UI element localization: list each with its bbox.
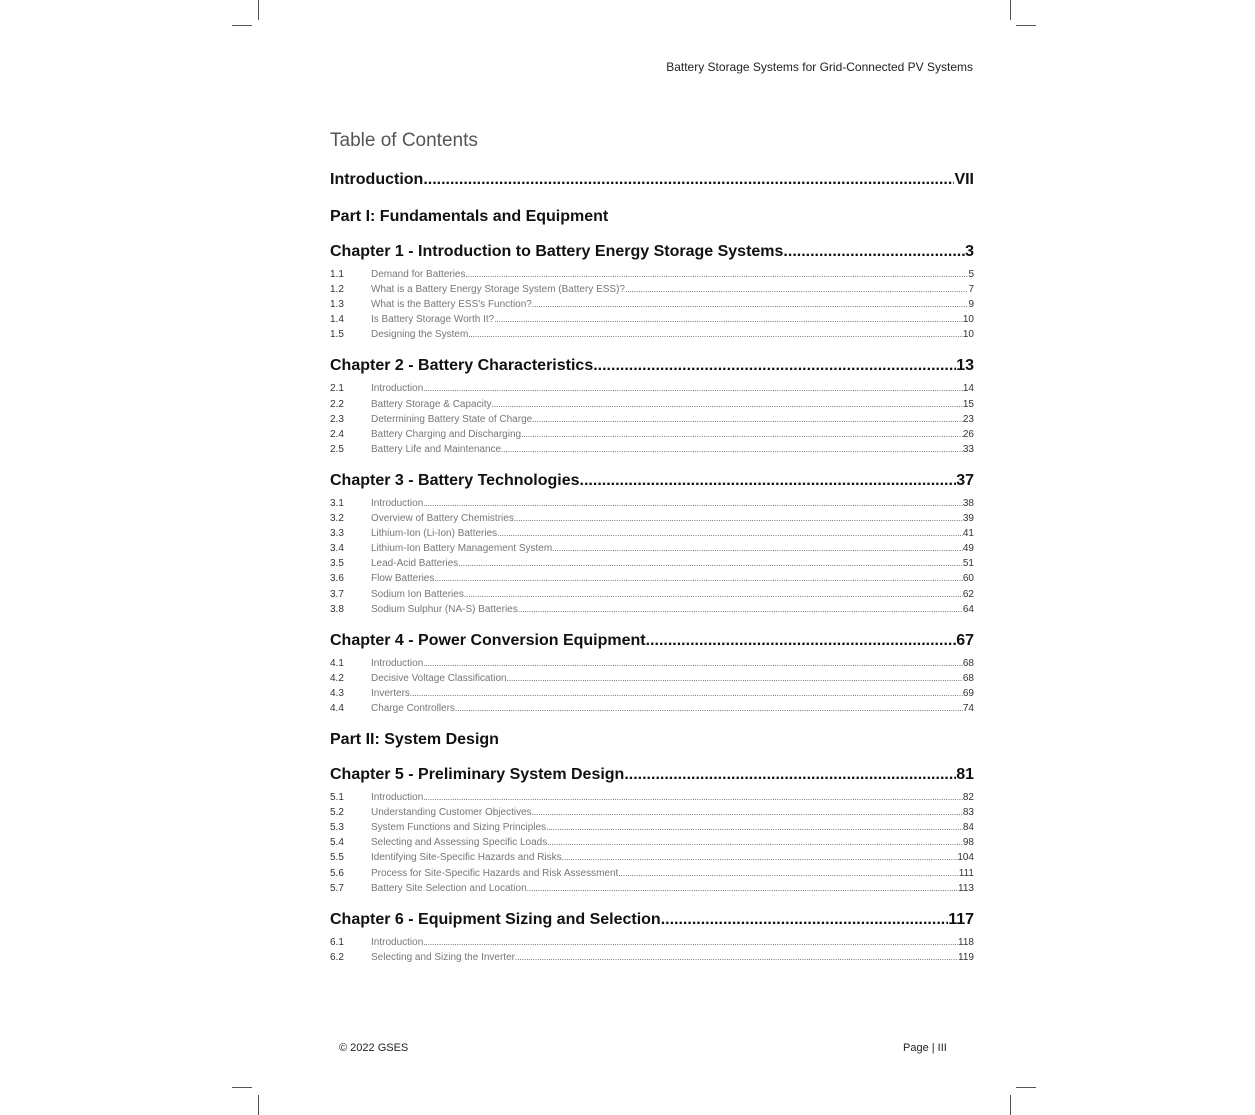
dot-leader	[466, 267, 969, 282]
dot-leader	[494, 312, 963, 327]
section-entry[interactable]	[330, 866, 974, 881]
running-header: Battery Storage Systems for Grid-Connected PV Systems	[666, 60, 973, 74]
section-title: Sodium Sulphur (NA-S) Batteries	[371, 603, 518, 615]
dot-leader	[514, 511, 963, 526]
section-entry[interactable]	[330, 541, 974, 556]
dot-leader	[423, 656, 963, 671]
section-number: 5.2	[330, 807, 344, 819]
section-entry[interactable]	[330, 267, 974, 282]
section-title: System Functions and Sizing Principles	[371, 822, 547, 834]
dot-leader	[497, 526, 963, 541]
section-title: Determining Battery State of Charge	[371, 413, 533, 425]
section-page: 5	[968, 269, 974, 280]
section-number: 4.4	[330, 702, 344, 714]
toc-chapter	[330, 909, 974, 965]
chapter-entry[interactable]	[330, 241, 974, 263]
section-title: Introduction	[371, 792, 424, 804]
section-page: 64	[962, 603, 974, 615]
section-entry[interactable]	[330, 881, 974, 896]
section-title: Sodium Ion Batteries	[371, 588, 464, 600]
dot-leader	[423, 935, 958, 950]
chapter-title: Chapter 1 - Introduction to Battery Energy Storage Systems	[330, 243, 784, 260]
section-page: 83	[962, 807, 974, 819]
part-heading: Part I: Fundamentals and Equipment	[330, 208, 609, 225]
section-page: 62	[962, 588, 974, 600]
dot-leader	[492, 397, 963, 412]
crop-mark	[1010, 1095, 1011, 1115]
section-page: 10	[962, 314, 974, 326]
toc-intro-entry[interactable]	[330, 171, 974, 193]
section-entry[interactable]	[330, 587, 974, 602]
dot-leader	[532, 412, 963, 427]
section-entry[interactable]	[330, 511, 974, 526]
section-number: 5.3	[330, 822, 344, 834]
section-title: Lithium-Ion Battery Management System	[371, 543, 553, 555]
dot-leader	[532, 805, 963, 820]
section-title: Introduction	[371, 936, 424, 948]
chapter-page: 3	[965, 243, 974, 260]
section-list	[330, 267, 974, 342]
toc-chapter	[330, 470, 974, 617]
dot-leader	[423, 790, 963, 805]
section-page: 118	[958, 936, 974, 948]
footer-copyright: © 2022 GSES	[339, 1042, 409, 1054]
section-page: 98	[962, 837, 974, 849]
toc-chapter	[330, 355, 974, 456]
dot-leader	[624, 764, 956, 786]
section-title: Demand for Batteries	[371, 269, 466, 280]
crop-mark	[258, 1095, 259, 1115]
section-title: Battery Storage & Capacity	[371, 398, 492, 410]
dot-leader	[661, 909, 948, 931]
section-entry[interactable]	[330, 412, 974, 427]
section-number: 2.5	[330, 443, 344, 455]
section-page: 68	[962, 672, 974, 684]
dot-leader	[618, 866, 958, 881]
dot-leader	[518, 602, 963, 617]
dot-leader	[468, 327, 963, 342]
dot-leader	[547, 835, 963, 850]
dot-leader	[552, 541, 963, 556]
section-entry[interactable]	[330, 496, 974, 511]
section-entry[interactable]	[330, 656, 974, 671]
chapter-title: Chapter 4 - Power Conversion Equipment	[330, 631, 646, 649]
section-list	[330, 496, 974, 617]
section-list	[330, 790, 974, 896]
section-page: 60	[962, 573, 974, 585]
dot-leader	[501, 442, 963, 457]
section-number: 5.1	[330, 792, 344, 804]
dot-leader	[423, 171, 954, 189]
section-number: 2.2	[330, 398, 344, 410]
chapter-title: Chapter 5 - Preliminary System Design	[330, 766, 625, 784]
section-title: Introduction	[371, 657, 424, 669]
table-of-contents	[330, 171, 974, 965]
section-entry[interactable]	[330, 571, 974, 586]
section-title: Introduction	[371, 383, 424, 395]
dot-leader	[455, 701, 963, 716]
footer-page-number: Page | III	[903, 1042, 947, 1054]
dot-leader	[515, 950, 958, 965]
section-page: 10	[962, 329, 974, 341]
section-number: 3.6	[330, 573, 344, 585]
section-number: 1.4	[330, 314, 344, 326]
chapter-entry[interactable]	[330, 355, 974, 377]
chapter-entry[interactable]	[330, 764, 974, 786]
crop-mark	[1016, 1087, 1036, 1088]
section-page: 104	[957, 852, 974, 864]
section-number: 6.2	[330, 951, 344, 963]
section-page: 15	[962, 398, 974, 410]
crop-mark	[1010, 0, 1011, 20]
section-entry[interactable]	[330, 820, 974, 835]
section-page: 7	[968, 284, 974, 296]
section-title: Designing the System	[371, 329, 469, 341]
section-page: 69	[962, 687, 974, 699]
section-page: 33	[962, 443, 974, 455]
part-heading: Part II: System Design	[330, 731, 499, 749]
section-number: 5.4	[330, 837, 344, 849]
section-page: 82	[962, 792, 974, 804]
dot-leader	[434, 571, 963, 586]
toc-part	[330, 729, 974, 965]
section-number: 3.3	[330, 528, 344, 540]
section-page: 113	[958, 882, 974, 894]
section-number: 3.8	[330, 603, 344, 615]
dot-leader	[521, 427, 963, 442]
dot-leader	[546, 820, 963, 835]
section-entry[interactable]	[330, 805, 974, 820]
section-number: 2.1	[330, 383, 344, 395]
section-entry[interactable]	[330, 790, 974, 805]
page-title: Table of Contents	[330, 130, 478, 151]
dot-leader	[507, 671, 963, 686]
section-title: Battery Site Selection and Location	[371, 882, 527, 894]
section-entry[interactable]	[330, 427, 974, 442]
chapter-page: 13	[956, 357, 974, 375]
section-page: 38	[962, 497, 974, 509]
section-number: 4.1	[330, 657, 344, 669]
chapter-title: Chapter 2 - Battery Characteristics	[330, 357, 594, 375]
section-number: 1.1	[330, 269, 344, 280]
chapter-page: 117	[948, 910, 974, 928]
dot-leader	[783, 241, 965, 263]
section-title: Understanding Customer Objectives	[371, 807, 532, 819]
section-title: Selecting and Sizing the Inverter	[371, 951, 515, 963]
dot-leader	[532, 297, 969, 312]
section-page: 14	[962, 383, 974, 395]
section-page: 68	[962, 657, 974, 669]
toc-chapter	[330, 630, 974, 716]
section-entry[interactable]	[330, 701, 974, 716]
chapter-entry[interactable]	[330, 630, 974, 652]
crop-mark	[1016, 25, 1036, 26]
section-page: 41	[962, 528, 974, 540]
section-title: Lithium-Ion (Li-Ion) Batteries	[371, 528, 498, 540]
dot-leader	[423, 496, 963, 511]
section-entry[interactable]	[330, 950, 974, 965]
section-title: Overview of Battery Chemistries	[371, 513, 514, 525]
toc-intro-label: Introduction	[330, 171, 424, 188]
section-number: 4.3	[330, 687, 344, 699]
section-page: 74	[962, 702, 974, 714]
section-number: 5.7	[330, 882, 344, 894]
dot-leader	[527, 881, 958, 896]
section-number: 3.4	[330, 543, 344, 555]
section-entry[interactable]	[330, 442, 974, 457]
dot-leader	[646, 630, 957, 652]
dot-leader	[625, 282, 968, 297]
toc-intro-page: VII	[954, 171, 974, 188]
section-page: 23	[962, 413, 974, 425]
section-number: 5.5	[330, 852, 344, 864]
crop-mark	[232, 1087, 252, 1088]
section-title: Lead-Acid Batteries	[371, 558, 459, 570]
section-page: 51	[962, 558, 974, 570]
section-title: Flow Batteries	[371, 573, 435, 585]
section-page: 119	[958, 951, 974, 963]
section-title: What is the Battery ESS's Function?	[371, 299, 532, 311]
section-entry[interactable]	[330, 312, 974, 327]
chapter-entry[interactable]	[330, 470, 974, 492]
chapter-title: Chapter 6 - Equipment Sizing and Selection	[330, 910, 661, 928]
section-number: 5.6	[330, 867, 344, 879]
section-page: 84	[962, 822, 974, 834]
section-entry[interactable]	[330, 935, 974, 950]
section-page: 9	[968, 299, 974, 311]
section-entry[interactable]	[330, 671, 974, 686]
dot-leader	[410, 686, 963, 701]
toc-parts	[330, 206, 974, 965]
dot-leader	[458, 556, 963, 571]
toc-chapter	[330, 764, 974, 896]
section-number: 2.4	[330, 428, 344, 440]
section-title: Identifying Site-Specific Hazards and Risks	[371, 852, 562, 864]
section-title: Charge Controllers	[371, 702, 455, 714]
section-number: 3.7	[330, 588, 344, 600]
dot-leader	[593, 355, 956, 377]
section-entry[interactable]	[330, 686, 974, 701]
crop-mark	[258, 0, 259, 20]
section-list	[330, 656, 974, 716]
section-number: 1.2	[330, 284, 344, 296]
section-title: Is Battery Storage Worth It?	[371, 314, 495, 326]
section-page: 111	[958, 867, 974, 879]
dot-leader	[562, 850, 958, 865]
section-entry[interactable]	[330, 397, 974, 412]
section-number: 3.5	[330, 558, 344, 570]
section-number: 6.1	[330, 936, 344, 948]
dot-leader	[580, 470, 957, 492]
section-number: 1.5	[330, 329, 344, 341]
section-page: 39	[962, 513, 974, 525]
section-title: Introduction	[371, 497, 424, 509]
section-number: 3.1	[330, 497, 344, 509]
section-title: What is a Battery Energy Storage System (Battery ESS)?	[371, 284, 625, 296]
section-list	[330, 935, 974, 965]
toc-part	[330, 206, 974, 716]
section-number: 4.2	[330, 672, 344, 684]
section-title: Decisive Voltage Classification	[371, 672, 507, 684]
chapter-page: 81	[956, 766, 974, 784]
dot-leader	[464, 587, 963, 602]
section-entry[interactable]	[330, 327, 974, 342]
section-entry[interactable]	[330, 602, 974, 617]
section-page: 49	[962, 543, 974, 555]
section-title: Inverters	[371, 687, 410, 699]
section-page: 26	[962, 428, 974, 440]
section-list	[330, 381, 974, 456]
section-entry[interactable]	[330, 850, 974, 865]
chapter-page: 67	[956, 631, 974, 649]
section-entry[interactable]	[330, 526, 974, 541]
section-number: 1.3	[330, 299, 344, 311]
section-title: Selecting and Assessing Specific Loads	[371, 837, 548, 849]
section-number: 2.3	[330, 413, 344, 425]
section-entry[interactable]	[330, 297, 974, 312]
dot-leader	[423, 381, 963, 396]
section-entry[interactable]	[330, 835, 974, 850]
section-title: Battery Charging and Discharging	[371, 428, 522, 440]
section-entry[interactable]	[330, 556, 974, 571]
section-entry[interactable]	[330, 282, 974, 297]
chapter-page: 37	[956, 471, 974, 489]
chapter-entry[interactable]	[330, 909, 974, 931]
crop-mark	[232, 25, 252, 26]
toc-chapter	[330, 241, 974, 342]
section-title: Battery Life and Maintenance	[371, 443, 502, 455]
section-title: Process for Site-Specific Hazards and Risk Assessment	[371, 867, 619, 879]
section-entry[interactable]	[330, 381, 974, 396]
chapter-title: Chapter 3 - Battery Technologies	[330, 471, 580, 489]
section-number: 3.2	[330, 513, 344, 525]
